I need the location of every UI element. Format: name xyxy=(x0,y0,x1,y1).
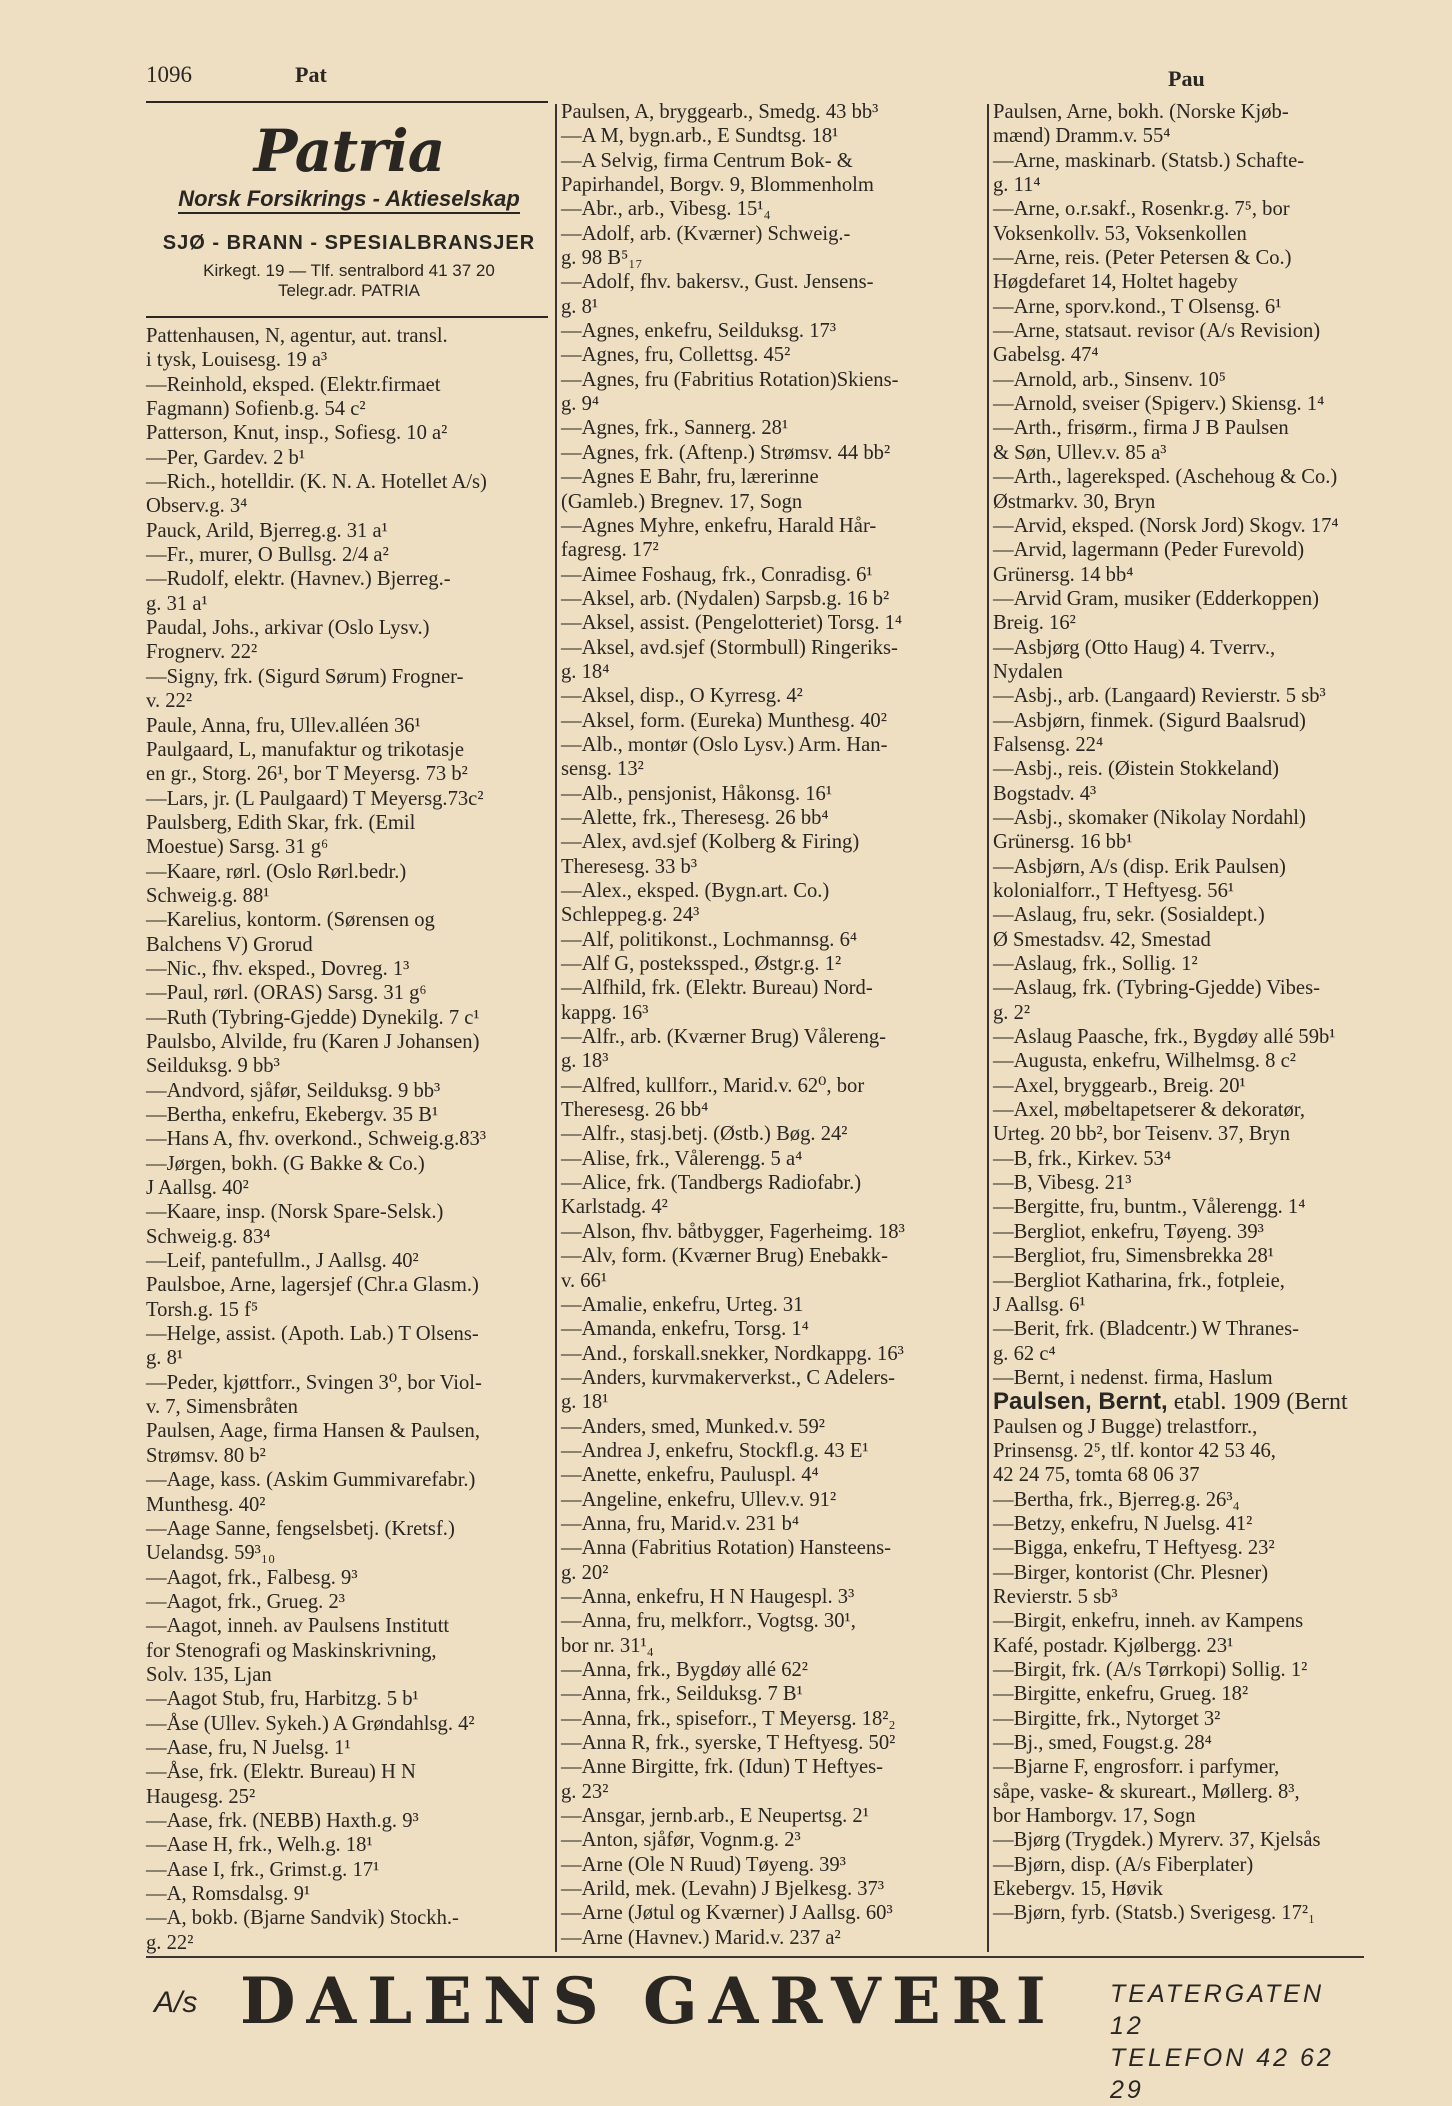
firm-detail: etabl. 1909 (Bernt xyxy=(1167,1389,1348,1416)
directory-entry-line: Paulsboe, Arne, lagersjef (Chr.a Glasm.) xyxy=(146,1274,479,1297)
directory-entry-line: —Alf, politikonst., Lochmannsg. 6⁴ xyxy=(561,928,858,951)
directory-entry-line: Uelandsg. 59³₁₀ xyxy=(146,1542,276,1565)
directory-entry-line: —Anders, smed, Munked.v. 59² xyxy=(561,1415,825,1438)
directory-entry-line: —Aase I, frk., Grimst.g. 17¹ xyxy=(146,1858,380,1881)
ad-separator-rule xyxy=(146,316,548,318)
directory-entry-line: —Aagot, frk., Falbesg. 9³ xyxy=(146,1566,358,1589)
directory-entry-line: —Rich., hotelldir. (K. N. A. Hotellet A/s) xyxy=(146,471,487,494)
directory-entry-line: bor Hamborgv. 17, Sogn xyxy=(993,1805,1196,1828)
directory-entry-line: g. 23² xyxy=(561,1780,609,1803)
directory-entry-line: Seilduksg. 9 bb³ xyxy=(146,1055,280,1078)
directory-entry-line: —Fr., murer, O Bullsg. 2/4 a² xyxy=(146,544,389,567)
running-header-left: Pat xyxy=(295,62,327,87)
directory-entry-line: —Aage, kass. (Askim Gummivarefabr.) xyxy=(146,1469,476,1492)
directory-entry-line: —Alfred, kullforr., Marid.v. 62⁰, bor xyxy=(561,1074,865,1097)
directory-entry-line: —Bergliot Katharina, frk., fotpleie, xyxy=(993,1269,1285,1292)
directory-entry-line: —Asbjørg (Otto Haug) 4. Tverrv., xyxy=(993,636,1276,659)
directory-entry-line: kappg. 16³ xyxy=(561,1001,649,1024)
directory-entry-line: Haugesg. 25² xyxy=(146,1785,256,1808)
directory-entry-line: —Arne, reis. (Peter Petersen & Co.) xyxy=(993,247,1292,270)
directory-entry-line: Paulsbo, Alvilde, fru (Karen J Johansen) xyxy=(146,1030,480,1053)
directory-entry-line: —Birgitte, frk., Nytorget 3² xyxy=(993,1707,1221,1730)
directory-entry-line: Paulsen og J Bugge) trelastforr., xyxy=(993,1415,1258,1438)
directory-entry-line: Grünersg. 16 bb¹ xyxy=(993,831,1133,854)
directory-entry-line: —Arne, maskinarb. (Statsb.) Schafte- xyxy=(993,149,1305,172)
directory-entry-line: Paudal, Johs., arkivar (Oslo Lysv.) xyxy=(146,617,430,640)
directory-entry-line: —Bjørn, fyrb. (Statsb.) Sverigesg. 17²₁ xyxy=(993,1902,1316,1925)
directory-entry-line: —Aase, fru, N Juelsg. 1¹ xyxy=(146,1736,351,1759)
footer-rule xyxy=(146,1956,1364,1958)
directory-entry-line: —Alex, avd.sjef (Kolberg & Firing) xyxy=(561,831,860,854)
directory-entry-line: —Lars, jr. (L Paulgaard) T Meyersg.73c² xyxy=(146,787,484,810)
directory-entry-line: —Arne (Ole N Ruud) Tøyeng. 39³ xyxy=(561,1853,846,1876)
directory-entry-line: —B, frk., Kirkev. 53⁴ xyxy=(993,1147,1172,1170)
directory-entry-line: Paulsberg, Edith Skar, frk. (Emil xyxy=(146,811,416,834)
directory-entry-line: g. 98 B⁵₁₇ xyxy=(561,247,643,270)
directory-entry-line: —Reinhold, eksped. (Elektr.firmaet xyxy=(146,373,441,396)
directory-entry-line: 42 24 75, tomta 68 06 37 xyxy=(993,1464,1200,1487)
directory-entry-line: —Berit, frk. (Bladcentr.) W Thranes- xyxy=(993,1318,1299,1341)
directory-entry-line: —Asbjørn, A/s (disp. Erik Paulsen) xyxy=(993,855,1286,878)
directory-entry-line: —Leif, pantefullm., J Aallsg. 40² xyxy=(146,1250,419,1273)
directory-entry-line: —Arvid, eksped. (Norsk Jord) Skogv. 17⁴ xyxy=(993,514,1339,537)
directory-entry-line: Bogstadv. 4³ xyxy=(993,782,1097,805)
directory-entry-line: Gabelsg. 47⁴ xyxy=(993,344,1099,367)
directory-entry-line: —Ansgar, jernb.arb., E Neupertsg. 2¹ xyxy=(561,1805,869,1828)
directory-entry-line: —And., forskall.snekker, Nordkappg. 16³ xyxy=(561,1342,904,1365)
directory-entry-line: —Hans A, fhv. overkond., Schweig.g.83³ xyxy=(146,1128,487,1151)
directory-entry-line: Schweig.g. 88¹ xyxy=(146,884,270,907)
directory-entry-line: Kafé, postadr. Kjølbergg. 23¹ xyxy=(993,1634,1234,1657)
directory-entry-line: —Birgit, enkefru, inneh. av Kampens xyxy=(993,1610,1304,1633)
directory-entry-line: —Ruth (Tybring-Gjedde) Dynekilg. 7 c¹ xyxy=(146,1006,480,1029)
directory-entry-line: —Anette, enkefru, Pauluspl. 4⁴ xyxy=(561,1464,819,1487)
directory-entry-line: —Arth., lagereksped. (Aschehoug & Co.) xyxy=(993,466,1338,489)
directory-entry-line: —Aimee Foshaug, frk., Conradisg. 6¹ xyxy=(561,563,873,586)
directory-entry-line: en gr., Storg. 26¹, bor T Meyersg. 73 b² xyxy=(146,763,468,786)
patria-address xyxy=(146,261,552,301)
patria-insurance-line: SJØ - BRANN - SPESIALBRANSJER xyxy=(162,232,536,254)
footer-contact xyxy=(1110,1978,1364,2106)
directory-entry-line: (Gamleb.) Bregnev. 17, Sogn xyxy=(561,490,803,513)
patria-logo: Patria xyxy=(253,117,445,185)
directory-entry-line: —Alette, frk., Theresesg. 26 bb⁴ xyxy=(561,806,829,829)
directory-entry-line: —Aslaug Paasche, frk., Bygdøy allé 59b¹ xyxy=(993,1026,1336,1049)
directory-entry-line: —Bjørg (Trygdek.) Myrerv. 37, Kjelsås xyxy=(993,1829,1321,1852)
directory-entry-line: —Arth., frisørm., firma J B Paulsen xyxy=(993,417,1289,440)
directory-entry-line: —A, bokb. (Bjarne Sandvik) Stockh.- xyxy=(146,1907,459,1930)
directory-entry-line: —Alson, fhv. båtbygger, Fagerheimg. 18³ xyxy=(561,1220,905,1243)
directory-entry-line: Prinsensg. 2⁵, tlf. kontor 42 53 46, xyxy=(993,1439,1276,1462)
directory-entry-line: Schweig.g. 83⁴ xyxy=(146,1225,271,1248)
directory-entry-line: —Angeline, enkefru, Ullev.v. 91² xyxy=(561,1488,837,1511)
directory-entry-line: —Anna R, frk., syerske, T Heftyesg. 50² xyxy=(561,1732,896,1755)
directory-entry-line: —Arne, o.r.sakf., Rosenkr.g. 7⁵, bor xyxy=(993,198,1290,221)
directory-entry-line: Fagmann) Sofienb.g. 54 c² xyxy=(146,398,366,421)
directory-entry-line: —Birgitte, enkefru, Grueg. 18² xyxy=(993,1683,1249,1706)
patria-address-line: Kirkegt. 19 — Tlf. sentralbord 41 37 20 xyxy=(203,261,495,280)
directory-entry-line: Høgdefaret 14, Holtet hageby xyxy=(993,271,1238,294)
directory-entry-line: —Anna, frk., Bygdøy allé 62² xyxy=(561,1659,808,1681)
directory-entry-line: v. 22² xyxy=(146,690,193,713)
directory-entry-line: —Anders, kurvmakerverkst., C Adelers- xyxy=(561,1366,895,1389)
directory-entry-line: —Alex., eksped. (Bygn.art. Co.) xyxy=(561,880,830,902)
directory-entry-line: —Adolf, fhv. bakersv., Gust. Jensens- xyxy=(561,271,874,294)
footer-company-prefix: A/s xyxy=(154,1986,198,2019)
directory-entry-line: —Bergliot, fru, Simensbrekka 28¹ xyxy=(993,1245,1274,1268)
column-divider xyxy=(555,104,557,1952)
directory-entry-line: Schleppeg.g. 24³ xyxy=(561,904,700,927)
directory-entry-line: Moestue) Sarsg. 31 g⁶ xyxy=(146,836,329,859)
directory-entry-line: —Jørgen, bokh. (G Bakke & Co.) xyxy=(146,1152,425,1175)
directory-entry-line: —Anton, sjåfør, Vognm.g. 2³ xyxy=(561,1829,801,1852)
directory-entry-line: —Anna, fru, melkforr., Vogtsg. 30¹, xyxy=(561,1610,856,1633)
directory-entry-line: —Aase, frk. (NEBB) Haxth.g. 9³ xyxy=(146,1809,419,1832)
directory-entry-line: —Bertha, frk., Bjerreg.g. 26³₄ xyxy=(993,1488,1240,1511)
directory-entry-line: —Helge, assist. (Apoth. Lab.) T Olsens- xyxy=(146,1323,479,1346)
directory-entry-line: —Alfhild, frk. (Elektr. Bureau) Nord- xyxy=(561,977,873,1000)
directory-entry-line: g. 31 a¹ xyxy=(146,592,208,615)
directory-entry-line: Torsh.g. 15 f⁵ xyxy=(146,1298,259,1321)
directory-entry-line: g. 18³ xyxy=(561,1050,609,1073)
directory-entry-line: —Aksel, disp., O Kyrresg. 4² xyxy=(561,685,803,708)
directory-entry-line: —A, Romsdalsg. 9¹ xyxy=(146,1883,311,1905)
directory-entry-line: Balchens V) Grorud xyxy=(146,933,313,956)
directory-entry-line: —Arne (Jøtul og Kværner) J Aallsg. 60³ xyxy=(561,1902,893,1925)
directory-entry-line: —Arnold, sveiser (Spigerv.) Skiensg. 1⁴ xyxy=(993,393,1325,416)
running-header-right: Pau xyxy=(1168,66,1205,91)
directory-entry-line: Paulsen, Arne, bokh. (Norske Kjøb- xyxy=(993,101,1289,123)
directory-entry-line: Voksenkollv. 53, Voksenkollen xyxy=(993,222,1247,245)
directory-entry-line: —Agnes, fru, Collettsg. 45² xyxy=(561,344,791,367)
directory-entry-line: —Bergliot, enkefru, Tøyeng. 39³ xyxy=(993,1220,1264,1243)
directory-entry-line: —Alfr., arb. (Kværner Brug) Vålereng- xyxy=(561,1026,887,1049)
directory-column-3 xyxy=(993,100,1365,1926)
directory-entry-line: Theresesg. 26 bb⁴ xyxy=(561,1099,709,1122)
directory-entry-line: —Alb., pensjonist, Håkonsg. 16¹ xyxy=(561,782,833,805)
directory-entry-line: —Alise, frk., Vålerengg. 5 a⁴ xyxy=(561,1147,803,1170)
directory-entry-line: —Alv, form. (Kværner Brug) Enebakk- xyxy=(561,1245,888,1268)
directory-entry-line: —Anna, frk., spiseforr., T Meyersg. 18²₂ xyxy=(561,1707,896,1730)
directory-entry-line: —Birgit, frk. (A/s Tørrkopi) Sollig. 1² xyxy=(993,1659,1308,1681)
directory-entry-line: —Andvord, sjåfør, Seilduksg. 9 bb³ xyxy=(146,1079,441,1102)
directory-entry-line: —Asbj., reis. (Øistein Stokkeland) xyxy=(993,758,1279,781)
directory-entry-line: —Arvid, lagermann (Peder Furevold) xyxy=(993,539,1305,562)
directory-entry-line: kolonialforr., T Heftyesg. 56¹ xyxy=(993,880,1235,902)
directory-entry-line: g. 62 c⁴ xyxy=(993,1342,1056,1365)
directory-entry-line: Urteg. 20 bb², bor Teisenv. 37, Bryn xyxy=(993,1123,1291,1146)
directory-entry-line: Pattenhausen, N, agentur, aut. transl. xyxy=(146,325,448,347)
directory-entry-line: Papirhandel, Borgv. 9, Blommenholm xyxy=(561,174,874,197)
directory-entry-line: —Nic., fhv. eksped., Dovreg. 1³ xyxy=(146,957,410,980)
directory-entry-line: J Aallsg. 40² xyxy=(146,1177,249,1200)
directory-entry-line: —Peder, kjøttforr., Svingen 3⁰, bor Viol- xyxy=(146,1371,482,1394)
directory-entry-line: g. 20² xyxy=(561,1561,609,1584)
directory-entry-line: —Axel, bryggearb., Breig. 20¹ xyxy=(993,1074,1246,1097)
directory-entry-line: —Aagot, inneh. av Paulsens Institutt xyxy=(146,1615,450,1638)
directory-entry-line: —Alfr., stasj.betj. (Østb.) Bøg. 24² xyxy=(561,1123,848,1146)
directory-entry-line: —Agnes, fru (Fabritius Rotation)Skiens- xyxy=(561,368,899,391)
directory-column-1 xyxy=(146,324,548,1955)
directory-entry-line: —Arne, statsaut. revisor (A/s Revision) xyxy=(993,320,1321,343)
directory-entry-line: Paulgaard, L, manufaktur og trikotasje xyxy=(146,738,464,761)
patria-telegram-line: Telegr.adr. PATRIA xyxy=(277,281,421,300)
directory-entry-line: —Axel, møbeltapetserer & dekoratør, xyxy=(993,1099,1305,1122)
patria-subtitle: Norsk Forsikrings - Aktieselskap xyxy=(178,186,520,214)
directory-entry-line: —Bernt, i nedenst. firma, Haslum xyxy=(993,1366,1273,1389)
header-rule xyxy=(146,101,548,103)
directory-entry-line: fagresg. 17² xyxy=(561,539,659,562)
directory-entry-line: —Bjarne F, engrosforr. i parfymer, xyxy=(993,1756,1280,1779)
directory-entry-line: —Aksel, assist. (Pengelotteriet) Torsg. 1⁴ xyxy=(561,612,903,635)
directory-entry-line: Østmarkv. 30, Bryn xyxy=(993,490,1156,513)
directory-entry-line: —Arnold, arb., Sinsenv. 10⁵ xyxy=(993,368,1226,391)
directory-entry-line: —Anne Birgitte, frk. (Idun) T Heftyes- xyxy=(561,1756,883,1779)
directory-entry-line: for Stenografi og Maskinskrivning, xyxy=(146,1639,437,1662)
directory-entry-line: —Asbj., arb. (Langaard) Revierstr. 5 sb³ xyxy=(993,685,1326,708)
directory-entry-line: —Arne, sporv.kond., T Olsensg. 6¹ xyxy=(993,295,1282,318)
directory-entry-line: —Anna, frk., Seilduksg. 7 B¹ xyxy=(561,1683,803,1706)
directory-entry-line: —Agnes, enkefru, Seilduksg. 17³ xyxy=(561,320,836,343)
directory-entry-line: —Asbjørn, finmek. (Sigurd Baalsrud) xyxy=(993,709,1306,732)
directory-entry-line: —Anna, enkefru, H N Haugespl. 3³ xyxy=(561,1585,855,1608)
footer-phone: TELEFON 42 62 29 xyxy=(1110,2044,1334,2104)
directory-entry-line: —Andrea J, enkefru, Stockfl.g. 43 E¹ xyxy=(561,1439,869,1462)
column-divider xyxy=(987,104,989,1952)
directory-entry-line: Munthesg. 40² xyxy=(146,1493,266,1516)
firm-name: Paulsen, Bernt, xyxy=(993,1388,1168,1416)
directory-entry-line: Grünersg. 14 bb⁴ xyxy=(993,563,1134,586)
directory-entry-line: J Aallsg. 6¹ xyxy=(993,1293,1086,1316)
directory-entry-line: —Aagot Stub, fru, Harbitzg. 5 b¹ xyxy=(146,1688,419,1711)
directory-entry-line: —A Selvig, firma Centrum Bok- & xyxy=(561,149,853,172)
directory-entry-line: —Arne (Havnev.) Marid.v. 237 a² xyxy=(561,1926,841,1949)
directory-entry-line: såpe, vaske- & skureart., Møllerg. 8³, xyxy=(993,1780,1300,1803)
directory-entry-line: g. 2² xyxy=(993,1001,1031,1024)
directory-entry-line: Pauck, Arild, Bjerreg.g. 31 a¹ xyxy=(146,519,388,542)
directory-entry-line: —Amanda, enkefru, Torsg. 1⁴ xyxy=(561,1318,809,1341)
bold-firm-entry xyxy=(993,1390,1365,1414)
directory-entry-line: —Birger, kontorist (Chr. Plesner) xyxy=(993,1561,1269,1584)
directory-entry-line: —Betzy, enkefru, N Juelsg. 41² xyxy=(993,1512,1253,1535)
directory-entry-line: —Åse, frk. (Elektr. Bureau) H N xyxy=(146,1761,416,1784)
directory-entry-line: —Agnes E Bahr, fru, lærerinne xyxy=(561,466,819,489)
directory-entry-line: —Adolf, arb. (Kværner) Schweig.- xyxy=(561,222,851,245)
directory-entry-line: —Aslaug, frk., Sollig. 1² xyxy=(993,953,1198,976)
directory-entry-line: Observ.g. 3⁴ xyxy=(146,495,248,518)
directory-entry-line: —Aslaug, frk. (Tybring-Gjedde) Vibes- xyxy=(993,977,1320,1000)
directory-entry-line: —Asbj., skomaker (Nikolay Nordahl) xyxy=(993,806,1306,829)
directory-column-2 xyxy=(561,100,981,1950)
directory-entry-line: —Signy, frk. (Sigurd Sørum) Frogner- xyxy=(146,665,464,688)
directory-entry-line: —A M, bygn.arb., E Sundtsg. 18¹ xyxy=(561,125,839,148)
directory-entry-line: Revierstr. 5 sb³ xyxy=(993,1585,1118,1608)
directory-entry-line: —Bj., smed, Fougst.g. 28⁴ xyxy=(993,1732,1212,1755)
directory-entry-line: —Bergitte, fru, buntm., Vålerengg. 1⁴ xyxy=(993,1196,1306,1219)
directory-entry-line: —Kaare, insp. (Norsk Spare-Selsk.) xyxy=(146,1201,444,1224)
directory-entry-line: —Karelius, kontorm. (Sørensen og xyxy=(146,909,435,932)
directory-entry-line: —Agnes, frk. (Aftenp.) Strømsv. 44 bb² xyxy=(561,441,891,464)
directory-entry-line: —Aslaug, fru, sekr. (Sosialdept.) xyxy=(993,904,1265,927)
directory-entry-line: —Aagot, frk., Grueg. 2³ xyxy=(146,1590,345,1613)
directory-entry-line: g. 8¹ xyxy=(146,1347,184,1370)
directory-entry-line: —Abr., arb., Vibesg. 15¹₄ xyxy=(561,198,771,221)
directory-entry-line: Paulsen, Aage, firma Hansen & Paulsen, xyxy=(146,1420,481,1443)
directory-entry-line: Paule, Anna, fru, Ullev.alléen 36¹ xyxy=(146,714,421,737)
dalens-garveri-advertisement xyxy=(146,1964,1364,2104)
directory-entry-line: g. 11⁴ xyxy=(993,174,1041,197)
directory-entry-line: Breig. 16² xyxy=(993,612,1076,635)
directory-entry-line: g. 9⁴ xyxy=(561,393,600,416)
footer-address: TEATERGATEN 12 xyxy=(1110,1980,1325,2040)
directory-entry-line: Ø Smestadsv. 42, Smestad xyxy=(993,928,1211,951)
directory-entry-line: —Augusta, enkefru, Wilhelmsg. 8 c² xyxy=(993,1050,1296,1073)
directory-entry-line: Solv. 135, Ljan xyxy=(146,1663,272,1686)
directory-entry-line: —Arild, mek. (Levahn) J Bjelkesg. 37³ xyxy=(561,1878,885,1901)
directory-entry-line: —Alb., montør (Oslo Lysv.) Arm. Han- xyxy=(561,733,888,756)
directory-entry-line: Strømsv. 80 b² xyxy=(146,1444,266,1467)
page-number: 1096 xyxy=(146,62,192,87)
directory-entry-line: Theresesg. 33 b³ xyxy=(561,855,697,878)
directory-entry-line: —Paul, rørl. (ORAS) Sarsg. 31 g⁶ xyxy=(146,982,427,1005)
directory-entry-line: —Bigga, enkefru, T Heftyesg. 23² xyxy=(993,1537,1275,1560)
footer-company-name: DALENS GARVERI xyxy=(240,1964,1057,2039)
directory-entry-line: g. 22² xyxy=(146,1931,194,1954)
directory-entry-line: —Agnes Myhre, enkefru, Harald Hår- xyxy=(561,514,877,537)
directory-entry-line: g. 18¹ xyxy=(561,1391,609,1414)
directory-entry-line: —Rudolf, elektr. (Havnev.) Bjerreg.- xyxy=(146,568,451,591)
directory-entry-line: —Alf G, postekssped., Østgr.g. 1² xyxy=(561,953,842,976)
directory-entry-line: —Aksel, avd.sjef (Stormbull) Ringeriks- xyxy=(561,636,898,659)
directory-entry-line: —Amalie, enkefru, Urteg. 31 xyxy=(561,1293,804,1316)
directory-entry-line: v. 66¹ xyxy=(561,1269,608,1292)
directory-entry-line: —Anna (Fabritius Rotation) Hansteens- xyxy=(561,1537,892,1560)
directory-entry-line: —Arvid Gram, musiker (Edderkoppen) xyxy=(993,587,1319,610)
directory-entry-line: Paulsen, A, bryggearb., Smedg. 43 bb³ xyxy=(561,101,879,123)
directory-entry-line: —Kaare, rørl. (Oslo Rørl.bedr.) xyxy=(146,860,407,883)
directory-entry-line: —Aksel, form. (Eureka) Munthesg. 40² xyxy=(561,709,887,732)
directory-entry-line: Patterson, Knut, insp., Sofiesg. 10 a² xyxy=(146,422,448,445)
directory-entry-line: & Søn, Ullev.v. 85 a³ xyxy=(993,441,1167,464)
directory-entry-line: g. 18⁴ xyxy=(561,660,610,683)
directory-entry-line: —Aase H, frk., Welh.g. 18¹ xyxy=(146,1834,373,1857)
directory-entry-line: —Agnes, frk., Sannerg. 28¹ xyxy=(561,417,789,440)
directory-entry-line: —B, Vibesg. 21³ xyxy=(993,1172,1132,1195)
directory-entry-line: i tysk, Louisesg. 19 a³ xyxy=(146,349,328,372)
directory-entry-line: Ekebergv. 15, Høvik xyxy=(993,1878,1163,1901)
directory-entry-line: mænd) Dramm.v. 55⁴ xyxy=(993,125,1171,148)
directory-entry-line: bor nr. 31¹₄ xyxy=(561,1634,654,1657)
directory-entry-line: Falsensg. 22⁴ xyxy=(993,733,1104,756)
directory-entry-line: —Anna, fru, Marid.v. 231 b⁴ xyxy=(561,1512,800,1535)
directory-entry-line: Nydalen xyxy=(993,660,1063,683)
directory-entry-line: g. 8¹ xyxy=(561,295,599,318)
directory-entry-line: —Bjørn, disp. (A/s Fiberplater) xyxy=(993,1853,1254,1876)
directory-entry-line: —Alice, frk. (Tandbergs Radiofabr.) xyxy=(561,1172,862,1195)
directory-entry-line: —Aksel, arb. (Nydalen) Sarpsb.g. 16 b² xyxy=(561,587,890,610)
directory-entry-line: —Åse (Ullev. Sykeh.) A Grøndahlsg. 4² xyxy=(146,1712,475,1735)
directory-entry-line: —Per, Gardev. 2 b¹ xyxy=(146,446,305,469)
patria-advertisement xyxy=(146,112,552,304)
directory-entry-line: Frognerv. 22² xyxy=(146,641,258,664)
directory-entry-line: Karlstadg. 4² xyxy=(561,1196,668,1219)
directory-entry-line: sensg. 13² xyxy=(561,758,644,781)
directory-entry-line: —Aage Sanne, fengselsbetj. (Kretsf.) xyxy=(146,1517,455,1540)
directory-entry-line: —Bertha, enkefru, Ekebergv. 35 B¹ xyxy=(146,1104,439,1126)
directory-entry-line: v. 7, Simensbråten xyxy=(146,1396,298,1419)
